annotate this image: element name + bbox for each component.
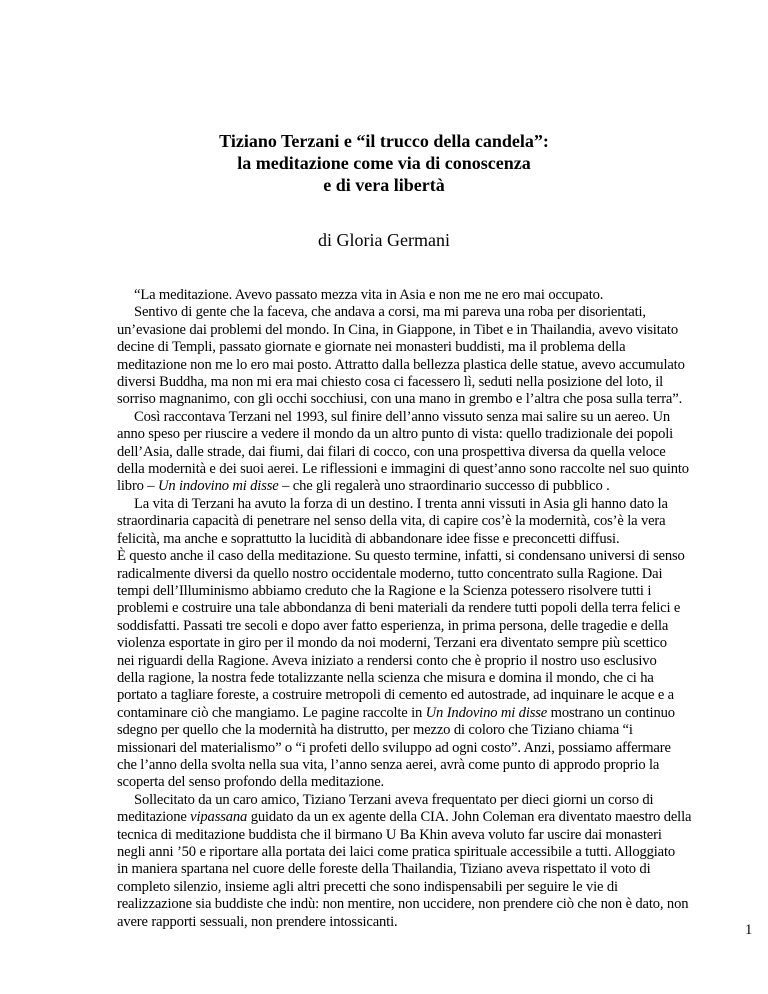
body-line	[117, 809, 757, 826]
text-run: completo silenzio, insieme agli altri precetti che sono indispensabili per seguire le vie di	[117, 878, 618, 895]
title-line: Tiziano Terzani e “il trucco della candela”:	[219, 131, 549, 151]
body-line	[117, 740, 757, 757]
body-line	[117, 304, 757, 321]
body-line	[117, 391, 757, 408]
body-line	[117, 705, 757, 722]
text-run: scoperta del senso profondo della meditazione.	[117, 774, 385, 791]
text-run: un’evasione dai problemi del mondo. In Cina, in Giappone, in Tibet e in Thailandia, avevo visitato	[117, 321, 678, 338]
body-line	[117, 461, 757, 478]
body-line	[117, 513, 757, 530]
italic-title: Un indovino mi disse	[157, 478, 279, 495]
text-run: “La meditazione. Avevo passato mezza vita in Asia e non me ne ero mai occupato.	[134, 287, 604, 303]
italic-title: vipassana	[190, 809, 248, 826]
body-line	[117, 635, 757, 652]
body-line	[117, 287, 757, 304]
text-run: diversi Buddha, ma non mi era mai chiesto cosa ci facessero lì, seduti nella posizione del loto, il	[117, 374, 664, 391]
body-line	[117, 426, 757, 443]
text-run: – che gli regalerà uno straordinario successo di pubblico .	[278, 478, 610, 495]
text-run: mostrano un continuo	[547, 704, 675, 721]
body-line	[117, 322, 757, 339]
body-line	[117, 914, 757, 931]
text-run: contaminare ciò che mangiamo. Le pagine raccolte in	[117, 704, 426, 721]
text-run: felicità, ma anche e soprattutto la lucidità di abbandonare idee fisse e preconcetti diffusi.	[117, 530, 620, 547]
body-line	[117, 531, 757, 548]
body-line	[117, 722, 757, 739]
text-run: anno speso per riuscire a vedere il mondo da un altro punto di vista: quello tradizionale dei popoli	[117, 426, 674, 443]
text-run: soddisfatti. Passati tre secoli e dopo aver fatto esperienza, in prima persona, delle tragedie e della	[117, 617, 669, 634]
body-line	[117, 548, 757, 565]
body-line	[117, 618, 757, 635]
text-run: dell’Asia, dalle strade, dai fiumi, dai filari di cocco, con una prospettiva diversa da quella veloce	[117, 443, 666, 460]
body-line	[117, 687, 757, 704]
text-run: negli anni ’50 e riportare alla portata dei laici come pratica spirituale accessibile a tutti. Alloggiato	[117, 844, 676, 860]
body-line	[117, 566, 757, 583]
text-run: che l’anno della svolta nella sua vita, l’anno senza aerei, avrà come punto di approdo proprio la	[117, 756, 660, 773]
text-run: guidato da un ex agente della CIA. John Coleman era diventato maestro della	[247, 809, 692, 826]
text-run: decine di Templi, passato giornate e giornate nei monasteri buddisti, ma il problema della	[117, 339, 626, 356]
body-line	[117, 861, 757, 878]
text-run: realizzazione sia buddiste che indù: non mentire, non uccidere, non prendere ciò che non è dato, non	[117, 896, 689, 913]
text-run: sorriso magnanimo, con gli occhi socchiusi, con una mano in grembo e l’altra che posa sulla terra”.	[117, 391, 683, 408]
text-run: avere rapporti sessuali, non prendere intossicanti.	[117, 913, 398, 930]
text-run: meditazione	[117, 809, 191, 826]
body-line	[117, 600, 757, 617]
page-number: 1	[745, 922, 753, 938]
text-run: problemi e costruire una tale abbondanza di beni materiali da rendere tutti popoli della terra felici e	[117, 600, 681, 617]
body-line	[117, 339, 757, 356]
body-line	[117, 896, 757, 913]
body-line	[117, 444, 757, 461]
italic-title: Un Indovino mi disse	[425, 704, 548, 721]
body-line	[117, 496, 757, 513]
text-run: nei riguardi della Ragione. Aveva iniziato a rendersi conto che è proprio il nostro uso esclusivo	[117, 652, 657, 669]
text-run: Sollecitato da un caro amico, Tiziano Terzani aveva frequentato per dieci giorni un corso di	[134, 791, 654, 808]
text-run: Sentivo di gente che la faceva, che andava a corsi, ma mi pareva una roba per disorientati,	[134, 304, 646, 321]
text-run: in maniera spartana nel cuore delle foreste della Thailandia, Tiziano aveva rispettato il voto di	[117, 861, 651, 878]
body-line	[117, 653, 757, 670]
document-title	[0, 130, 768, 196]
text-run: meditazione non me lo ero mai posto. Attratto dalla bellezza plastica delle statue, avevo accumulato	[117, 356, 685, 373]
body-line	[117, 583, 757, 600]
body-line	[117, 757, 757, 774]
body-line	[117, 792, 757, 809]
body-line	[117, 374, 757, 391]
text-run: tecnica di meditazione buddista che il birmano U Ba Khin aveva voluto far uscire dai monasteri	[117, 826, 662, 843]
body-line	[117, 409, 757, 426]
text-run: La vita di Terzani ha avuto la forza di un destino. I trenta anni vissuti in Asia gli hanno dato la	[134, 495, 668, 512]
body-line	[117, 879, 757, 896]
body-text	[117, 287, 757, 931]
author-byline: di Gloria Germani	[318, 230, 450, 250]
body-line	[117, 844, 757, 861]
body-line	[117, 670, 757, 687]
text-run: È questo anche il caso della meditazione. Su questo termine, infatti, si condensano universi di senso	[117, 548, 685, 565]
text-run: violenza esportate in giro per il mondo da noi moderni, Terzani era diventato sempre più scettico	[117, 635, 667, 652]
title-line: e di vera libertà	[323, 175, 445, 195]
text-run: della ragione, la nostra fede totalizzante nella scienza che misura e domina il mondo, che ci ha	[117, 669, 654, 686]
text-run: libro –	[117, 478, 158, 495]
body-line	[117, 357, 757, 374]
text-run: radicalmente diversi da quello nostro occidentale moderno, tutto concentrato sulla Ragione. Dai	[117, 565, 663, 582]
title-line: la meditazione come via di conoscenza	[237, 153, 531, 173]
body-line	[117, 827, 757, 844]
text-run: tempi dell’Illuminismo abbiamo creduto che la Ragione e la Scienza potessero risolvere tutti i	[117, 582, 652, 599]
text-run: missionari del materialismo” o “i profeti dello sviluppo ad ogni costo”. Anzi, possiamo affermare	[117, 739, 671, 756]
text-run: sdegno per quello che la modernità ha distrutto, per mezzo di coloro che Tiziano chiama “i	[117, 722, 633, 739]
body-line	[117, 774, 757, 791]
text-run: della modernità e dei suoi aerei. Le riflessioni e immagini di quest’anno sono raccolte nel suo quinto	[117, 461, 689, 478]
text-run: straordinaria capacità di penetrare nel senso della vita, di capire cos’è la modernità, cos’è la vera	[117, 513, 666, 530]
text-run: Così raccontava Terzani nel 1993, sul finire dell’anno vissuto senza mai salire su un aereo. Un	[134, 408, 671, 425]
body-line	[117, 478, 757, 495]
text-run: portato a tagliare foreste, a costruire metropoli di cemento ed autostrade, ad inquinare le acque e a	[117, 687, 674, 704]
